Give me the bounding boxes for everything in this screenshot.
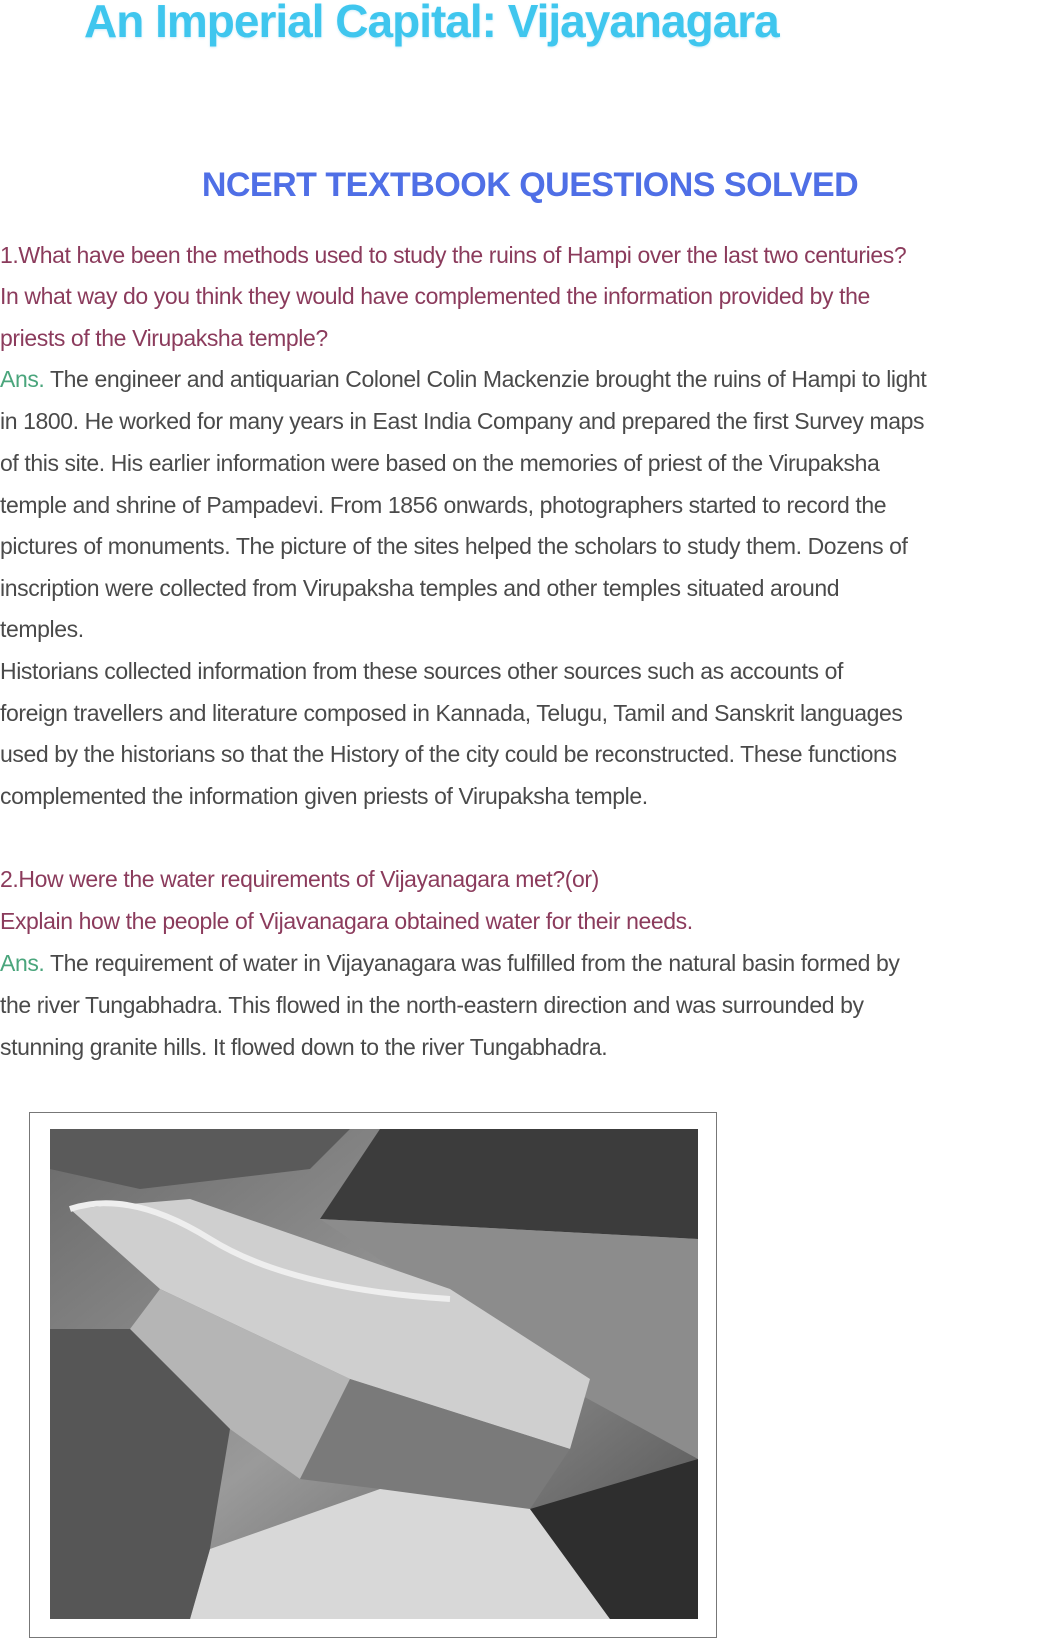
question-1-line: priests of the Virupaksha temple? — [0, 325, 328, 351]
question-2-line: Explain how the people of Vijavanagara obtained water for their needs. — [0, 908, 693, 934]
answer-1-line: of this site. His earlier information were based on the memories of priest of the Virupaksha — [0, 450, 880, 476]
answer-1-line — [0, 364, 926, 394]
answer-1-line: temples. — [0, 616, 84, 642]
answer-1-line: Historians collected information from these sources other sources such as accounts of — [0, 658, 843, 684]
answer-1-line: foreign travellers and literature composed in Kannada, Telugu, Tamil and Sanskrit languages — [0, 700, 903, 726]
ans-label: Ans. — [0, 366, 45, 392]
answer-1-line: complemented the information given priests of Virupaksha temple. — [0, 783, 648, 809]
answer-1-line: temple and shrine of Pampadevi. From 1856 onwards, photographers started to record the — [0, 492, 887, 518]
ans-label: Ans. — [0, 950, 45, 976]
question-1-line: In what way do you think they would have complemented the information provided by the — [0, 283, 870, 309]
answer-1-line: inscription were collected from Virupaksha temples and other temples situated around — [0, 575, 840, 601]
answer-2-line: stunning granite hills. It flowed down to the river Tungabhadra. — [0, 1034, 608, 1060]
answer-1-line: pictures of monuments. The picture of the sites helped the scholars to study them. Dozens of — [0, 533, 908, 559]
answer-text: The requirement of water in Vijayanagara was fulfilled from the natural basin formed by — [50, 950, 900, 976]
question-1-line: 1.What have been the methods used to study the ruins of Hampi over the last two centuries? — [0, 242, 907, 268]
section-heading: NCERT TEXTBOOK QUESTIONS SOLVED — [201, 166, 859, 204]
answer-text: The engineer and antiquarian Colonel Colin Mackenzie brought the ruins of Hampi to light — [50, 366, 927, 392]
photo-frame — [29, 1112, 717, 1638]
answer-2-line: the river Tungabhadra. This flowed in the north-eastern direction and was surrounded by — [0, 992, 864, 1018]
answer-1-line: in 1800. He worked for many years in East India Company and prepared the first Survey maps — [0, 408, 925, 434]
question-2-line: 2.How were the water requirements of Vijayanagara met?(or) — [0, 866, 599, 892]
page-title: An Imperial Capital: Vijayanagara — [84, 0, 779, 47]
water-channel-photo — [50, 1129, 698, 1619]
answer-2-line — [0, 948, 899, 978]
answer-1-line: used by the historians so that the History of the city could be reconstructed. These functions — [0, 741, 897, 767]
